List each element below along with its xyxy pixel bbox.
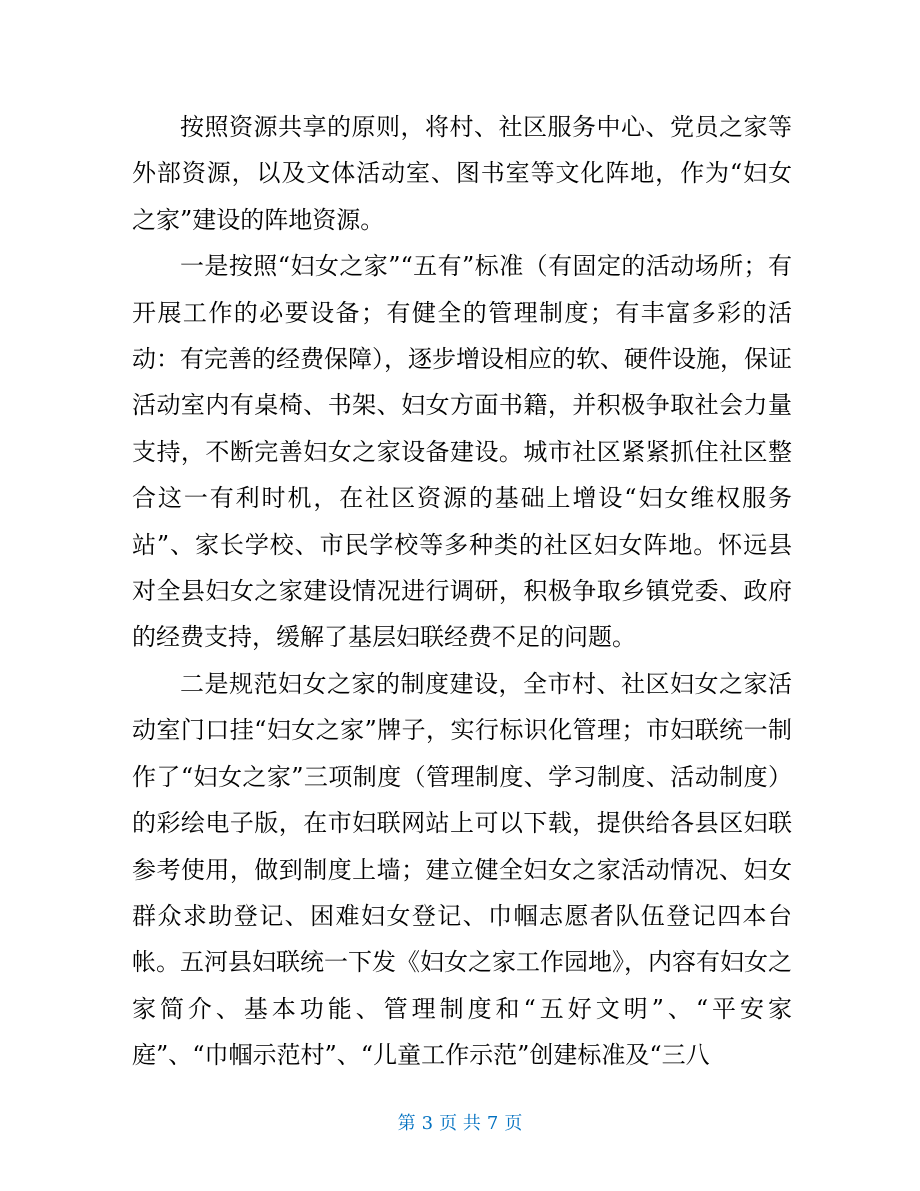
page-footer [0,1112,920,1136]
footer-suffix: 页 [504,1113,523,1134]
footer-page-number: 3 [421,1113,434,1134]
paragraph-2: 一是按照“妇女之家”“五有”标准（有固定的活动场所；有开展工作的必要设备；有健全的管理制度；有丰富多彩的活动：有完善的经费保障），逐步增设相应的软、硬件设施，保证活动室内有桌椅、书架、妇女方面书籍，并积极争取社会力量支持，不断完善妇女之家设备建设。城市社区紧紧抓住社区整合这一有利时机，在社区资源的基础上增设“妇女维权服务站”、家长学校、市民学校等多种类的社区妇女阵地。怀远县对全县妇女之家建设情况进行调研，积极争取乡镇党委、政府的经费支持，缓解了基层妇联经费不足的问题。 [132,252,792,652]
footer-middle: 页 共 [439,1113,481,1134]
footer-total-pages: 7 [486,1113,499,1134]
footer-prefix: 第 [397,1113,416,1134]
document-body [132,104,792,1079]
paragraph-3: 二是规范妇女之家的制度建设，全市村、社区妇女之家活动室门口挂“妇女之家”牌子，实行标识化管理；市妇联统一制作了“妇女之家”三项制度（管理制度、学习制度、活动制度）的彩绘电子版，在市妇联网站上可以下载，提供给各县区妇联参考使用，做到制度上墙；建立健全妇女之家活动情况、妇女群众求助登记、困难妇女登记、巾帼志愿者队伍登记四本台帐。五河县妇联统一下发《妇女之家工作园地》，内容有妇女之家简介、基本功能、管理制度和“五好文明”、“平安家庭”、“巾帼示范村”、“儿童工作示范”创建标准及“三八 [132,669,792,1070]
paragraph-1: 按照资源共享的原则，将村、社区服务中心、党员之家等外部资源，以及文体活动室、图书室等文化阵地，作为“妇女之家”建设的阵地资源。 [132,113,792,234]
